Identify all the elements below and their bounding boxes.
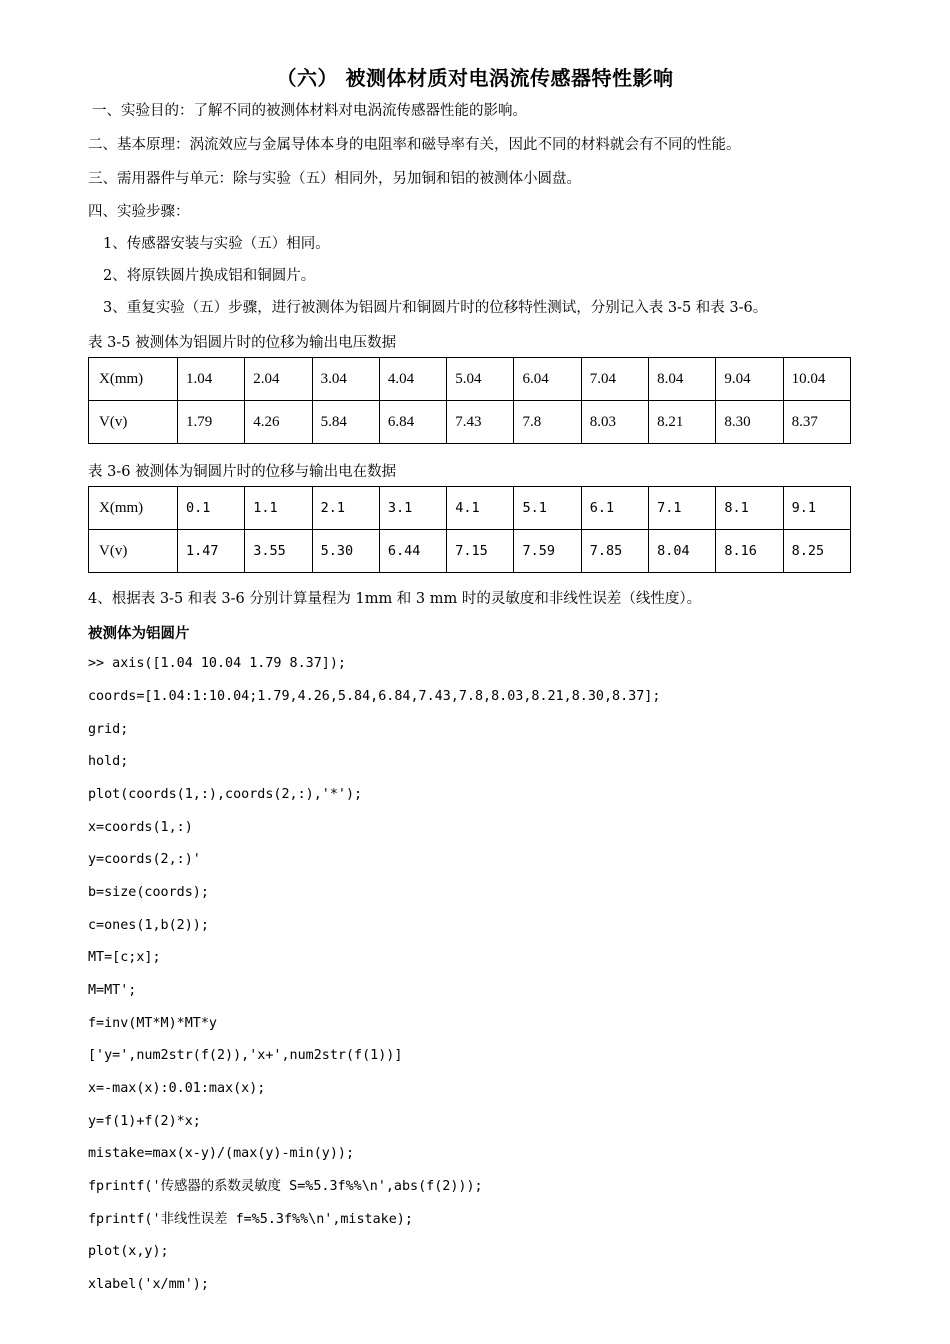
table-row [89,401,851,444]
table-cell: 2.04 [245,358,312,401]
code-heading: 被测体为铝圆片 [88,626,190,642]
table-cell: 8.30 [716,401,783,444]
step-1: 1、传感器安装与实验（五）相同。 [103,236,330,252]
table-cell: 10.04 [783,358,850,401]
table-cell: 6.84 [379,401,446,444]
code-line: M=MT'; [88,983,137,998]
table-row [89,358,851,401]
row-label: X(mm) [89,487,178,530]
principle-text: 二、基本原理：涡流效应与金属导体本身的电阻率和磁导率有关，因此不同的材料就会有不同的性能。 [88,137,741,153]
table2-caption: 表 3-6 被测体为铜圆片时的位移与输出电在数据 [88,464,397,480]
table-cell: 7.8 [514,401,581,444]
table1-caption: 表 3-5 被测体为铝圆片时的位移为输出电压数据 [88,335,397,351]
table-cell: 8.21 [649,401,716,444]
table-cell: 8.04 [649,358,716,401]
table-cell: 6.04 [514,358,581,401]
code-line: fprintf('传感器的系数灵敏度 S=%5.3f%%\n',abs(f(2))); [88,1179,483,1194]
table-row [89,530,851,573]
table-cell: 7.04 [581,358,648,401]
code-line: b=size(coords); [88,885,209,900]
table-copper [88,486,851,573]
code-line: ['y=',num2str(f(2)),'x+',num2str(f(1))] [88,1048,403,1063]
code-line: mistake=max(x-y)/(max(y)-min(y)); [88,1146,355,1161]
table-aluminum [88,357,851,444]
table-cell: 8.25 [783,530,850,573]
table-cell: 6.44 [379,530,446,573]
table-row [89,487,851,530]
code-line: plot(x,y); [88,1244,169,1259]
table-cell: 6.1 [581,487,648,530]
code-line: grid; [88,722,129,737]
page-title: （六） 被测体材质对电涡流传感器特性影响 [276,66,674,90]
code-line: coords=[1.04:1:10.04;1.79,4.26,5.84,6.84,7.43,7.8,8.03,8.21,8.30,8.37]; [88,689,661,704]
code-line: x=-max(x):0.01:max(x); [88,1081,266,1096]
code-line: f=inv(MT*M)*MT*y [88,1016,217,1031]
table-cell: 9.1 [783,487,850,530]
table-cell: 3.1 [379,487,446,530]
table-cell: 5.30 [312,530,379,573]
step-2: 2、将原铁圆片换成铝和铜圆片。 [103,268,316,284]
table-cell: 9.04 [716,358,783,401]
code-line: >> axis([1.04 10.04 1.79 8.37]); [88,656,346,671]
code-line: plot(coords(1,:),coords(2,:),'*'); [88,787,363,802]
code-line: xlabel('x/mm'); [88,1277,209,1292]
table-cell: 8.03 [581,401,648,444]
table-cell: 7.43 [447,401,514,444]
steps-heading: 四、实验步骤： [88,204,190,220]
table-cell: 4.04 [379,358,446,401]
table-cell: 5.84 [312,401,379,444]
step-3: 3、重复实验（五）步骤，进行被测体为铝圆片和铜圆片时的位移特性测试，分别记入表 3-5 和表 3-6。 [103,300,768,316]
purpose-text: 一、实验目的：了解不同的被测体材料对电涡流传感器性能的影响。 [92,103,527,119]
row-label: X(mm) [89,358,178,401]
table-cell: 8.16 [716,530,783,573]
table-cell: 3.04 [312,358,379,401]
table-cell: 8.1 [716,487,783,530]
table-cell: 7.59 [514,530,581,573]
code-line: c=ones(1,b(2)); [88,918,209,933]
table-cell: 7.85 [581,530,648,573]
table-cell: 4.1 [447,487,514,530]
table-cell: 5.04 [447,358,514,401]
table-cell: 7.1 [649,487,716,530]
table-cell: 1.1 [245,487,312,530]
table-cell: 0.1 [178,487,245,530]
table-cell: 1.47 [178,530,245,573]
equipment-text: 三、需用器件与单元：除与实验（五）相同外，另加铜和铝的被测体小圆盘。 [88,171,581,187]
table-cell: 8.04 [649,530,716,573]
table-cell: 1.79 [178,401,245,444]
table-cell: 1.04 [178,358,245,401]
table-cell: 7.15 [447,530,514,573]
code-line: y=f(1)+f(2)*x; [88,1114,201,1129]
step-4: 4、根据表 3-5 和表 3-6 分别计算量程为 1mm 和 3 mm 时的灵敏度和非线性误差（线性度）。 [88,591,702,607]
table-cell: 8.37 [783,401,850,444]
table-cell: 5.1 [514,487,581,530]
code-line: MT=[c;x]; [88,950,161,965]
row-label: V(v) [89,401,178,444]
table-cell: 2.1 [312,487,379,530]
code-line: fprintf('非线性误差 f=%5.3f%%\n',mistake); [88,1212,413,1227]
row-label: V(v) [89,530,178,573]
table-cell: 3.55 [245,530,312,573]
code-line: hold; [88,754,129,769]
table-cell: 4.26 [245,401,312,444]
code-line: x=coords(1,:) [88,820,193,835]
code-line: y=coords(2,:)' [88,852,201,867]
